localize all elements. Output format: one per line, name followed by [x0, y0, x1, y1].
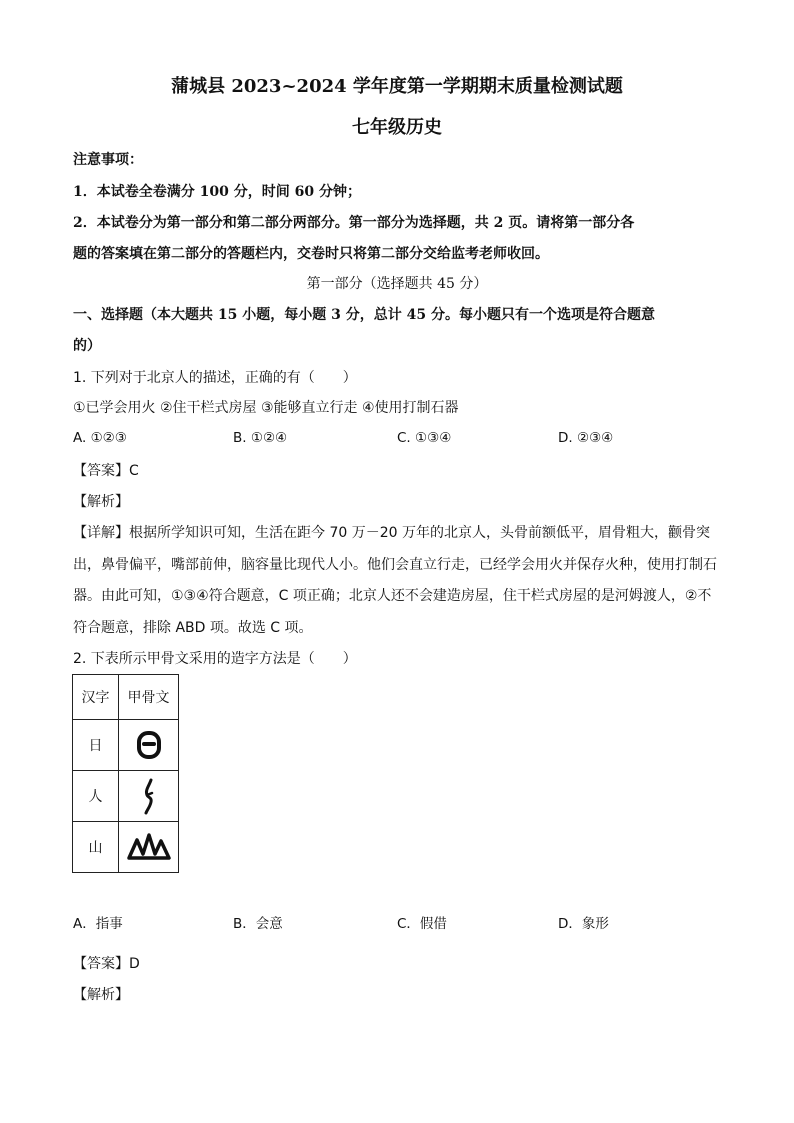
- q1-option-c: C. ①③④: [397, 430, 452, 446]
- q1-detail-line-2: 出，鼻骨偏平，嘴部前伸，脑容量比现代人小。他们会直立行走，已经学会用火并保存火种，使用打制石: [73, 557, 717, 573]
- q2-option-d: D．象形: [558, 916, 609, 932]
- table-cell-char: 山: [73, 822, 119, 873]
- table-header-oracle: 甲骨文: [119, 675, 179, 720]
- q2-option-c: C．假借: [397, 916, 447, 932]
- table-cell-char: 人: [73, 771, 119, 822]
- part1-heading: 第一部分（选择题共 45 分）: [306, 276, 488, 292]
- oracle-sun-glyph: [119, 720, 179, 771]
- oracle-bone-table: [72, 674, 179, 873]
- table-header-row: [73, 675, 179, 720]
- exam-title: 蒲城县 2023~2024 学年度第一学期期末质量检测试题: [171, 76, 623, 97]
- oracle-mountain-glyph: [119, 822, 179, 873]
- table-header-char: 汉字: [73, 675, 119, 720]
- q1-answer-label: 【答案】: [73, 463, 129, 479]
- table-cell-char: 日: [73, 720, 119, 771]
- q2-stem: 2. 下表所示甲骨文采用的造字方法是（ ）: [73, 651, 357, 667]
- notice-item-2-line-1: 2．本试卷分为第一部分和第二部分两部分。第一部分为选择题，共 2 页。请将第一部分各: [73, 215, 635, 231]
- exam-subtitle: 七年级历史: [352, 117, 442, 138]
- q1-detail-line-4: 符合题意，排除 ABD 项。故选 C 项。: [73, 620, 313, 636]
- section-heading-line-2: 的）: [73, 338, 101, 354]
- table-row: [73, 720, 179, 771]
- q1-option-a: A. ①②③: [73, 430, 127, 446]
- table-row: [73, 822, 179, 873]
- section-heading-line-1: 一、选择题（本大题共 15 小题，每小题 3 分，总计 45 分。每小题只有一个选项是符合题意: [73, 307, 655, 323]
- q2-answer: [73, 954, 140, 974]
- q1-answer: [73, 461, 139, 481]
- oracle-person-glyph: [119, 771, 179, 822]
- q1-detail-line-1: 【详解】根据所学知识可知，生活在距今 70 万－20 万年的北京人，头骨前额低平，眉骨粗大，颧骨突: [73, 525, 710, 541]
- q2-option-b: B．会意: [233, 916, 283, 932]
- notice-item-2-line-2: 题的答案填在第二部分的答题栏内，交卷时只将第二部分交给监考老师收回。: [73, 246, 549, 262]
- notice-heading: 注意事项：: [73, 152, 143, 168]
- q1-detail-line-3: 器。由此可知，①③④符合题意，C 项正确；北京人还不会建造房屋，住干栏式房屋的是河姆渡人，②不: [73, 588, 712, 604]
- notice-item-1: 1．本试卷全卷满分 100 分，时间 60 分钟；: [73, 184, 361, 200]
- q1-answer-value: C: [129, 463, 139, 479]
- q1-analysis-label: 【解析】: [73, 494, 129, 510]
- q2-answer-label: 【答案】: [73, 956, 129, 972]
- q1-option-d: D. ②③④: [558, 430, 614, 446]
- table-row: [73, 771, 179, 822]
- q1-stem: 1. 下列对于北京人的描述，正确的有（ ）: [73, 370, 357, 386]
- q1-option-b: B. ①②④: [233, 430, 288, 446]
- q1-statements: ①已学会用火 ②住干栏式房屋 ③能够直立行走 ④使用打制石器: [73, 400, 459, 416]
- q2-answer-value: D: [129, 956, 140, 972]
- q2-analysis-label: 【解析】: [73, 987, 129, 1003]
- q2-option-a: A．指事: [73, 916, 123, 932]
